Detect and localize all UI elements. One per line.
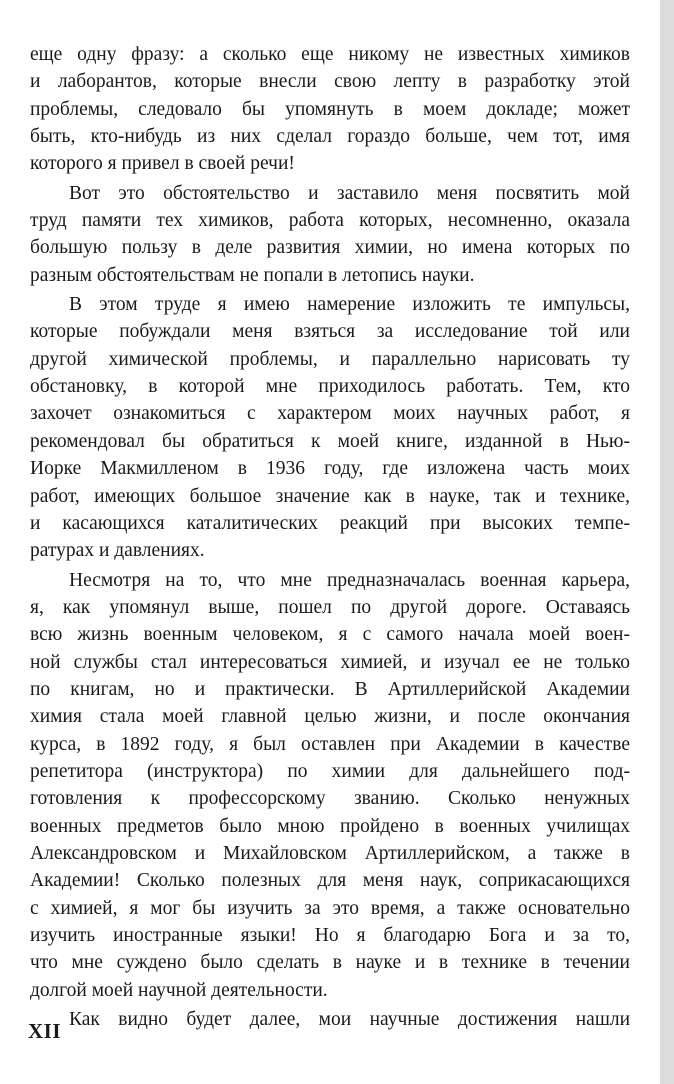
paragraph	[30, 1006, 630, 1033]
text-line: ратурах и давлениях.	[30, 540, 205, 562]
text-line: изучить иностранные языки! Но я благодарю Бога и за то,	[30, 925, 630, 946]
text-line: Александровском и Михайловском Артиллерийском, а также в	[30, 842, 630, 864]
text-line: долгой моей научной деятельности.	[30, 979, 328, 1001]
text-line: разным обстоятельствам не попали в летопись науки.	[30, 264, 475, 286]
text-line: по книгам, но и практически. В Артиллерийской Академии	[30, 678, 630, 700]
text-line: химия стала моей главной целью жизни, и после окончания	[30, 706, 630, 728]
text-line: проблемы, следовало бы упомянуть в моем докладе; может	[30, 98, 630, 120]
text-line: что мне суждено было сделать в науке и в технике в течении	[30, 952, 630, 974]
text-line: готовления к профессорскому званию. Сколько ненужных	[30, 788, 630, 810]
text-line: курса, в 1892 году, я был оставлен при Академии в качестве	[30, 733, 630, 755]
text-line: с химией, я мог бы изучить за это время, а также основательно	[30, 897, 630, 919]
text-line: и лаборантов, которые внесли свою лепту в разработку этой	[30, 71, 630, 93]
text-line: Несмотря на то, что мне предназначалась военная карьера,	[69, 569, 630, 591]
text-line: захочет ознакомиться с характером моих научных работ, я	[30, 403, 630, 425]
text-line: В этом труде я имею намерение изложить те импульсы,	[69, 294, 630, 316]
text-line: рекомендовал бы обратиться к моей книге, изданной в Нью-	[30, 430, 630, 452]
text-line: Академии! Сколько полезных для меня наук, соприкасающихся	[30, 870, 630, 892]
paragraph	[30, 41, 630, 178]
text-line: большую пользу в деле развития химии, но имена которых по	[30, 237, 630, 259]
text-line: и касающихся каталитических реакций при высоких темпе-	[30, 512, 630, 534]
text-line: репетитора (инструктора) по химии для дальнейшего под-	[30, 760, 630, 782]
paragraph	[30, 567, 630, 1005]
paragraph	[30, 180, 630, 289]
text-line: еще одну фразу: а сколько еще никому не известных химиков	[30, 44, 630, 65]
text-line: всю жизнь военным человеком, я с самого начала моей воен-	[30, 624, 630, 646]
text-line: военных предметов было мною пройдено в военных училищах	[30, 815, 630, 837]
text-line: ной службы стал интересоваться химией, и изучал ее не только	[30, 651, 630, 673]
text-line: я, как упомянул выше, пошел по другой дороге. Оставаясь	[30, 596, 630, 618]
text-line: Вот это обстоятельство и заставило меня посвятить мой	[69, 182, 630, 204]
text-line: которого я привел в своей речи!	[30, 153, 295, 175]
paragraph	[30, 291, 630, 564]
text-line: работ, имеющих большое значение как в науке, так и технике,	[30, 485, 630, 507]
body-text	[30, 41, 630, 1033]
text-line: Как видно будет далее, мои научные достижения нашли	[69, 1009, 630, 1031]
text-line: быть, кто-нибудь из них сделал гораздо больше, чем тот, имя	[30, 126, 630, 148]
text-line: которые побуждали меня взяться за исследование той или	[30, 321, 630, 343]
text-line: обстановку, в которой мне приходилось работать. Тем, кто	[30, 376, 630, 398]
page-edge-shadow	[660, 0, 674, 1084]
text-line: Иорке Макмилленом в 1936 году, где изложена часть моих	[30, 458, 630, 480]
page-number: XII	[28, 1019, 62, 1043]
text-line: труд памяти тех химиков, работа которых, несомненно, оказала	[30, 210, 630, 232]
text-line: другой химической проблемы, и параллельно нарисовать ту	[30, 348, 630, 370]
